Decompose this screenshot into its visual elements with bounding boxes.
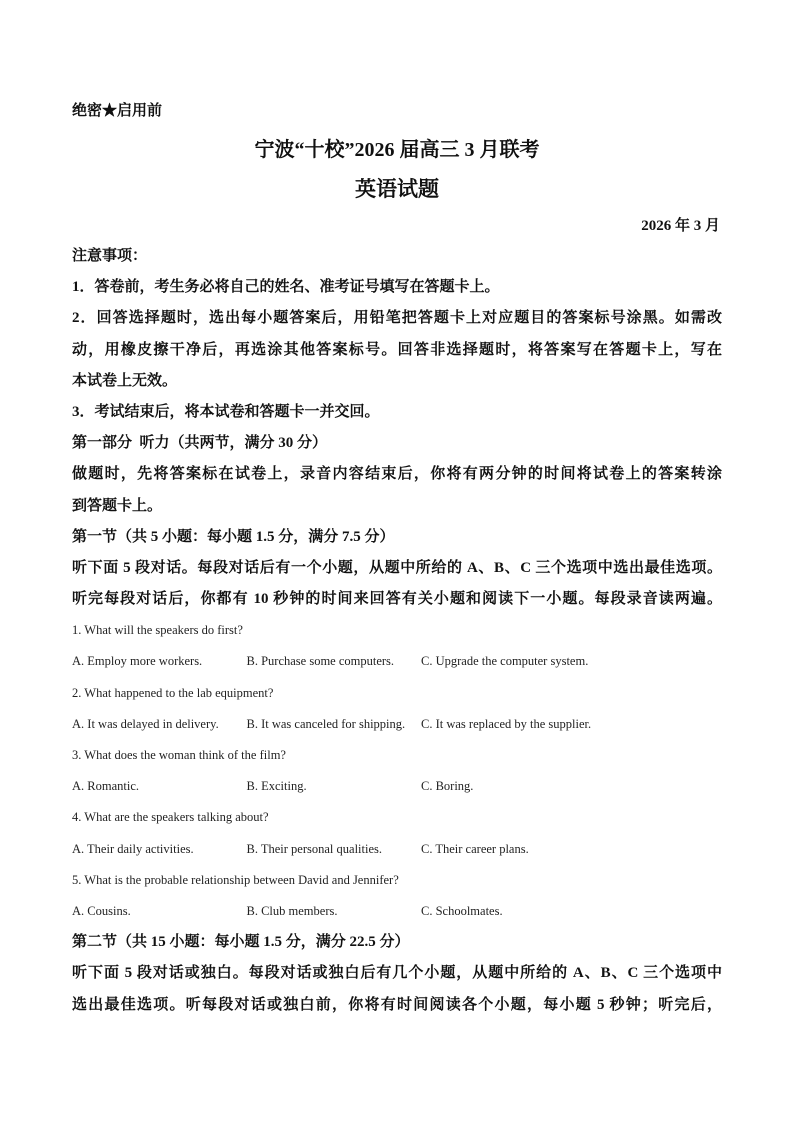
section2-heading: 第二节（共 15 小题：每小题 1.5 分，满分 22.5 分） — [72, 934, 410, 951]
question-5-option-b: B. Club members. — [246, 903, 338, 918]
section1-instruction-line-1: 听下面 5 段对话。每段对话后有一个小题，从题中所给的 A、B、C 三个选项中选出最佳选项。 — [72, 559, 722, 576]
question-3-options — [72, 771, 722, 802]
question-3-option-b: B. Exciting. — [246, 779, 307, 794]
question-1-options — [72, 646, 722, 677]
exam-date: 2026 年 3 月 — [641, 218, 720, 234]
question-1-option-b: B. Purchase some computers. — [246, 654, 395, 669]
part1-heading: 第一部分 听力（共两节，满分 30 分） — [72, 435, 328, 452]
exam-header — [72, 92, 722, 245]
notice-heading: 注意事项： — [72, 248, 148, 264]
question-1-option-a: A. Employ more workers. — [72, 654, 203, 669]
question-4-option-c: C. Their career plans. — [421, 841, 529, 856]
notice-item-2-line-1: 2．回答选择题时，选出每小题答案后，用铅笔把答题卡上对应题目的答案标号涂黑。如需改 — [72, 310, 722, 327]
notice-item-3: 3．考试结束后，将本试卷和答题卡一并交回。 — [72, 403, 380, 420]
notice-item-2-line-2: 动，用橡皮擦干净后，再选涂其他答案标号。回答非选择题时，将答案写在答题卡上，写在 — [72, 341, 722, 358]
section2-instruction-line-2: 选出最佳选项。听每段对话或独白前，你将有时间阅读各个小题，每小题 5 秒钟；听完后， — [72, 996, 722, 1013]
question-5-stem: 5. What is the probable relationship between David and Jennifer? — [72, 872, 399, 887]
section1-heading: 第一节（共 5 小题：每小题 1.5 分，满分 7.5 分） — [72, 528, 395, 545]
question-2-option-b: B. It was canceled for shipping. — [246, 716, 406, 731]
question-2-option-c: C. It was replaced by the supplier. — [421, 716, 592, 731]
question-4-option-a: A. Their daily activities. — [72, 841, 194, 856]
question-4-stem: 4. What are the speakers talking about? — [72, 810, 269, 825]
notice-item-2-line-3: 本试卷上无效。 — [72, 372, 178, 389]
section2-instruction-line-1: 听下面 5 段对话或独白。每段对话或独白后有几个小题，从题中所给的 A、B、C 三个选项中 — [72, 965, 722, 982]
question-3-option-a: A. Romantic. — [72, 779, 140, 794]
section1-instruction-line-2: 听完每段对话后，你都有 10 秒钟的时间来回答有关小题和阅读下一小题。每段录音读两遍。 — [72, 591, 722, 608]
question-2-option-a: A. It was delayed in delivery. — [72, 716, 219, 731]
question-5-options — [72, 896, 722, 927]
confidential-label: 绝密★启用前 — [72, 103, 163, 119]
part1-instruction-line-2: 到答题卡上。 — [72, 497, 163, 514]
question-1-stem: 1. What will the speakers do first? — [72, 623, 243, 638]
question-5-option-a: A. Cousins. — [72, 903, 131, 918]
question-2-options — [72, 709, 722, 740]
question-5-option-c: C. Schoolmates. — [421, 903, 503, 918]
question-2-stem: 2. What happened to the lab equipment? — [72, 685, 274, 700]
notice-item-1: 1．答卷前，考生务必将自己的姓名、准考证号填写在答题卡上。 — [72, 279, 500, 296]
question-4-options — [72, 834, 722, 865]
subject-title: 英语试题 — [355, 177, 439, 201]
exam-title: 宁波“十校”2026 届高三 3 月联考 — [254, 139, 540, 161]
exam-body — [72, 241, 722, 1021]
question-3-stem: 3. What does the woman think of the film? — [72, 748, 286, 762]
part1-instruction-line-1: 做题时，先将答案标在试卷上，录音内容结束后，你将有两分钟的时间将试卷上的答案转涂 — [72, 466, 722, 483]
question-4-option-b: B. Their personal qualities. — [246, 841, 383, 856]
question-3-option-c: C. Boring. — [421, 779, 474, 794]
question-1-option-c: C. Upgrade the computer system. — [421, 654, 589, 669]
